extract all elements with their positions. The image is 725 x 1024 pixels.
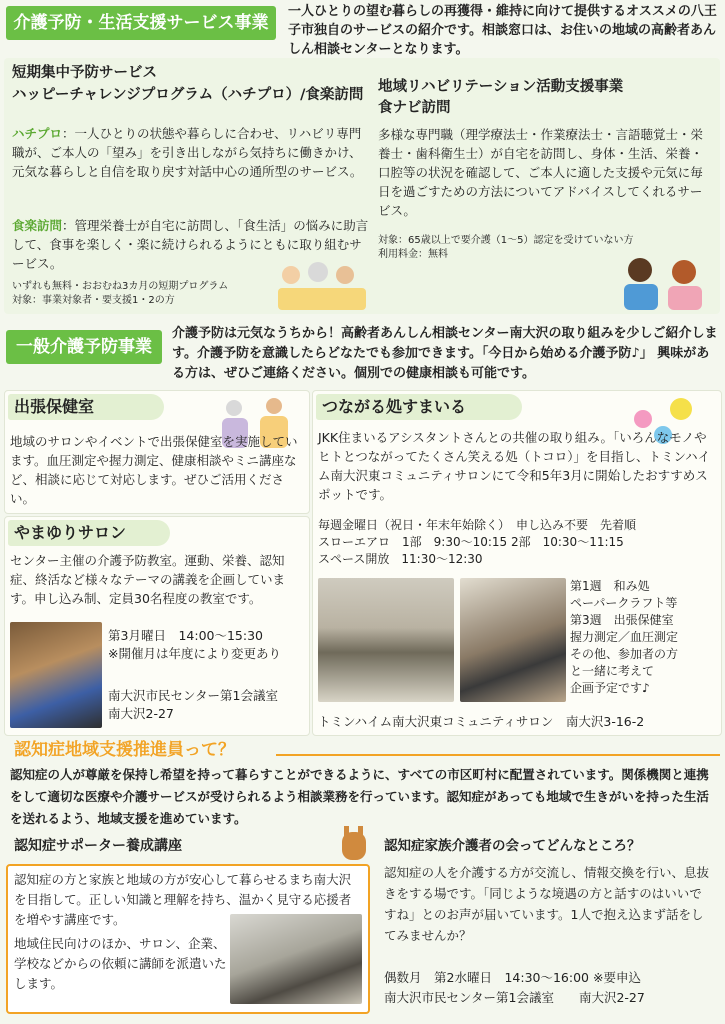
side-line-3: 第3週 出張保健室 [570,613,674,627]
tsunagaru-sched3: スペース開放 11:30～12:30 [318,552,483,566]
shokuraku-label: 食楽訪問 [12,218,63,233]
short-note1: いずれも無料・おおむね3カ月の短期プログラム [12,281,229,292]
kaigo-intro: 一人ひとりの望む暮らしの再獲得・維持に向けて提供するオススメの八王子市独自のサービスの紹介です。相談窓口は、お住いの地域の高齢者あんしん相談センターとなります。 [288,4,717,57]
yamayuri-title: やまゆりサロン [8,520,170,546]
yamayuri-text: センター主催の介護予防教室。運動、栄養、認知症、終活など様々なテーマの講義を企画しています。申し込み制、定員30名程度の教室です。 [10,553,286,606]
supporter-title: 認知症サポーター養成講座 [14,838,182,854]
yamayuri-place1: 南大沢市民センター第1会議室 [108,688,278,703]
short-title1: 短期集中予防サービス [12,65,157,81]
hachipro-desc [12,124,372,181]
elderly-group-illustration [278,262,368,314]
ippan-intro: 介護予防は元気なうちから！高齢者あんしん相談センター南大沢の取り組みを少しご紹介します。介護予防を意識したらどなたでも参加できます。「今日から始める介護予防♪」 興味がある方は、ぜひご連絡ください。個別での健康相談も可能です。 [172,326,718,381]
caravan-mascot-icon [332,826,376,866]
side-line-1: 第1週 和み処 [570,579,650,593]
supporter-text2: 地域住民向けのほか、サロン、企業、学校などからの依頼に講師を派遣いたします。 [14,936,227,991]
kaigo-title: 介護予防・生活支援サービス事業 [6,6,276,40]
reha-title2: 食ナビ訪問 [378,100,451,116]
yamayuri-place2: 南大沢2-27 [108,706,174,721]
side-line-7: 企画予定です♪ [570,681,650,695]
side-line-5: その他、参加者の方 [570,647,679,661]
tsunagaru-text: JKK住まいるアシスタントさんとの共催の取り組み。「いろんなモノやヒトとつながってたくさん笑える処（トコロ）」を目指し、トミンハイム南大沢東コミュニティサロンにて令和5年3月に開始したおすすめスポットです。 [318,430,711,502]
reha-title1: 地域リハビリテーション活動支援事業 [378,79,624,95]
short-note2: 対象：事業対象者・要支援1・2の方 [12,295,175,306]
tsunagaru-sched2: スローエアロ 1部 9:30～10:15 2部 10:30～11:15 [318,535,624,549]
kazoku-title: 認知症家族介護者の会ってどんなところ？ [384,838,641,854]
hachipro-label: ハチプロ [12,126,63,141]
ippan-title: 一般介護予防事業 [6,330,162,364]
hachipro-text: ：一人ひとりの状態や暮らしに合わせ、リハビリ専門職が、ご本人の「望み」を引き出しながら気持ちに働きかけ、元気な暮らしと自信を取り戻す対話中心の通所型のサービス。 [12,126,363,179]
reha-note2: 利用料金：無料 [378,249,448,260]
tsunagaru-side [570,578,720,697]
aerobics-photo [318,578,454,702]
kazoku-sched: 偶数月 第2水曜日 14:30～16:00 ※要申込 [384,970,641,985]
supporter-text: 認知症の方と家族と地域の方が安心して暮らせるまち南大沢を目指して。正しい知識と理解を持ち、温かく見守る応援者を増やす講座です。 [14,872,352,927]
lecture-photo [230,914,362,1004]
ninchi-text: 認知症の人が尊厳を保持し希望を持って暮らすことができるように、すべての市区町村に配置されています。関係機関と連携をして適切な医療や介護サービスが受けられるよう相談業務を行っています。認知症があっても地域で生きがいを持った生活を送れるよう、地域支援を進めています。 [10,767,709,826]
staff-illustration [622,254,716,312]
kazoku-text: 認知症の人を介護する方が交流し、情報交換を行い、息抜きをする場です。「同じような境遇の方と話すのはいいですね」とのお声が届いています。1人で抱え込まず話をしてみませんか？ [384,865,710,943]
reha-note1: 対象：65歳以上で要介護（1～5）認定を受けていない方 [378,235,634,246]
kazoku-place: 南大沢市民センター第1会議室 南大沢2-27 [384,990,645,1005]
ninchi-divider [276,754,720,756]
tsunagaru-address: トミンハイム南大沢東コミュニティサロン 南大沢3-16-2 [318,714,645,729]
side-line-4: 握力測定／血圧測定 [570,630,679,644]
yamayuri-schedule1: 第3月曜日 14:00～15:30 [108,628,263,643]
short-title2: ハッピーチャレンジプログラム（ハチプロ）/食楽訪問 [12,87,364,103]
reha-text: 多様な専門職（理学療法士・作業療法士・言語聴覚士・栄養士・歯科衛生士）が自宅を訪問し、身体・生活、栄養・口腔等の状況を確認して、ご本人に適した支援や元気に毎日を過ごすための方法についてアドバイスしてくれるサービス。 [378,127,704,218]
tsunagaru-sched1: 毎週金曜日（祝日・年末年始除く） 申し込み不要 先着順 [318,518,637,532]
yamayuri-photo [10,622,102,728]
shutcho-text: 地域のサロンやイベントで出張保健室を実施しています。血圧測定や握力測定、健康相談やミニ講座など、相談に応じて対応します。ぜひご活用ください。 [10,434,298,506]
yamayuri-schedule2: ※開催月は年度により変更あり [108,646,281,661]
craft-photo [460,578,566,702]
side-line-2: ペーパークラフト等 [570,596,678,610]
shutcho-title: 出張保健室 [8,394,164,420]
shokuraku-text: ：管理栄養士が自宅に訪問し、「食生活」の悩みに助言して、食事を楽しく・楽に続けられるようにともに取り組むサービス。 [12,218,369,271]
side-line-6: と一緒に考えて [570,664,655,678]
tsunagaru-title: つながる処すまいる [316,394,522,420]
ninchi-title: 認知症地域支援推進員って？ [14,740,235,760]
